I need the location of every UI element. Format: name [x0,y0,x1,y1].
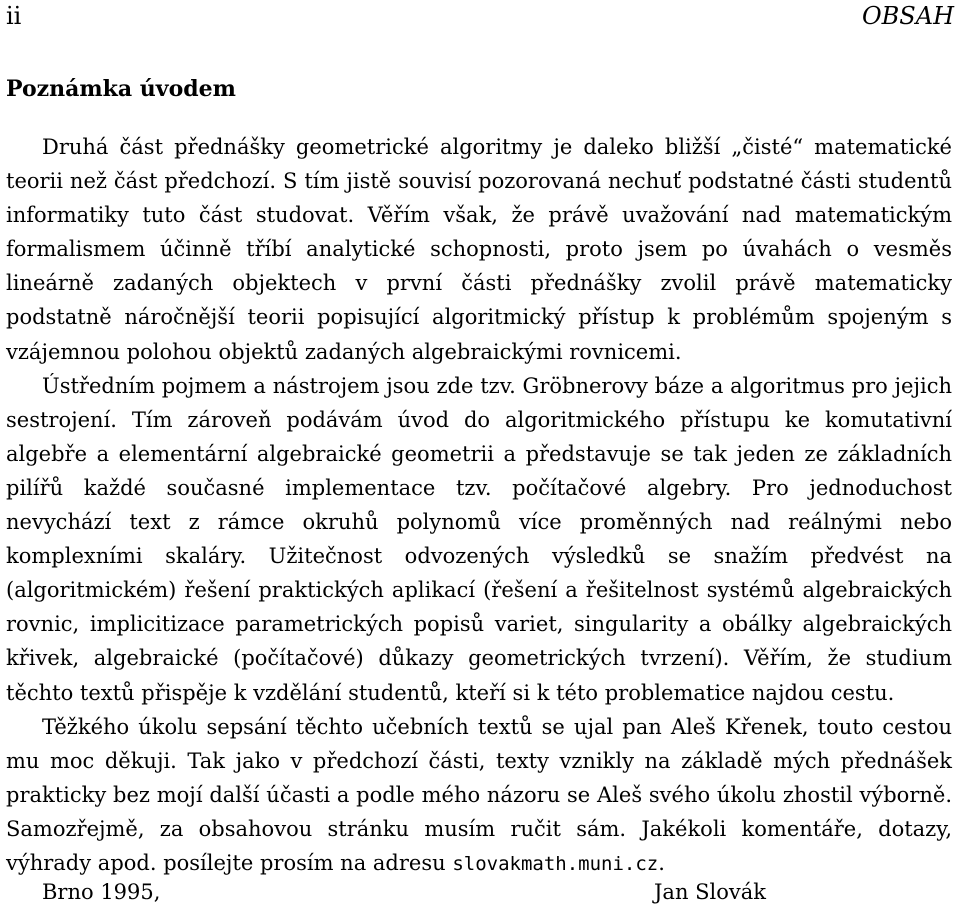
paragraph-intro: Druhá část přednášky geometrické algoritmy je daleko bližší „čisté“ matematické teorii než část předchozí. S tím jistě souvisí pozorovaná nechuť podstatné části studentů informatiky tuto část studovat. Věřím však, že právě uvažování nad matematickým formalismem účinně tříbí analytické schopnosti, proto jsem po úvahách o vesměs lineárně zadaných objektech v první části přednášky zvolil právě matematicky podstatně náročnější teorii popisující algoritmický přístup k problémům spojeným s vzájemnou polohou objektů zadaných algebraickými rovnicemi. [6,135,952,364]
page-number: ii [6,2,22,30]
paragraph-acknowledgement [6,710,952,881]
signature-block [42,880,766,914]
email-address: slovakmath.muni.cz [452,852,659,875]
section-title: Poznámka úvodem [6,76,236,102]
paragraph-groebner: Ústředním pojmem a nástrojem jsou zde tzv. Gröbnerovy báze a algoritmus pro jejich sestrojení. Tím zároveň podávám úvod do algoritmického přístupu ke komutativní algebře a elementární algebraické geometrii a představuje se tak jeden ze základních pilířů každé současné implementace tzv. počítačové algebry. Pro jednoduchost nevychází text z rámce okruhů polynomů více proměnných nad reálnými nebo komplexními skaláry. Užitečnost odvozených výsledků se snažím předvést na (algoritmickém) řešení praktických aplikací (řešení a řešitelnost systémů algebraických rovnic, implicitizace parametrických popisů variet, singularity a obálky algebraických křivek, algebraické (počítačové) důkazy geometrických tvrzení). Věřím, že studium těchto textů přispěje k vzdělání studentů, kteří si k této problematice najdou cestu. [6,373,952,705]
running-header [6,2,954,30]
place-date: Brno 1995, [42,880,161,904]
author-name: Jan Slovák [654,880,766,904]
closing-period: . [658,850,665,875]
acknowledgement-text: Těžkého úkolu sepsání těchto učebních textů se ujal pan Aleš Křenek, touto cestou mu moc děkuji. Tak jako v předchozí části, texty vznikly na základě mých přednášek prakticky bez mojí další účasti a podle mého názoru se Aleš svého úkolu zhostil výborně. Samozřejmě, za obsahovou stránku musím ručit sám. Jakékoli komentáře, dotazy, výhrady apod. posílejte prosím na adresu [6,714,952,875]
running-title: OBSAH [861,2,954,30]
body-text [6,130,952,881]
